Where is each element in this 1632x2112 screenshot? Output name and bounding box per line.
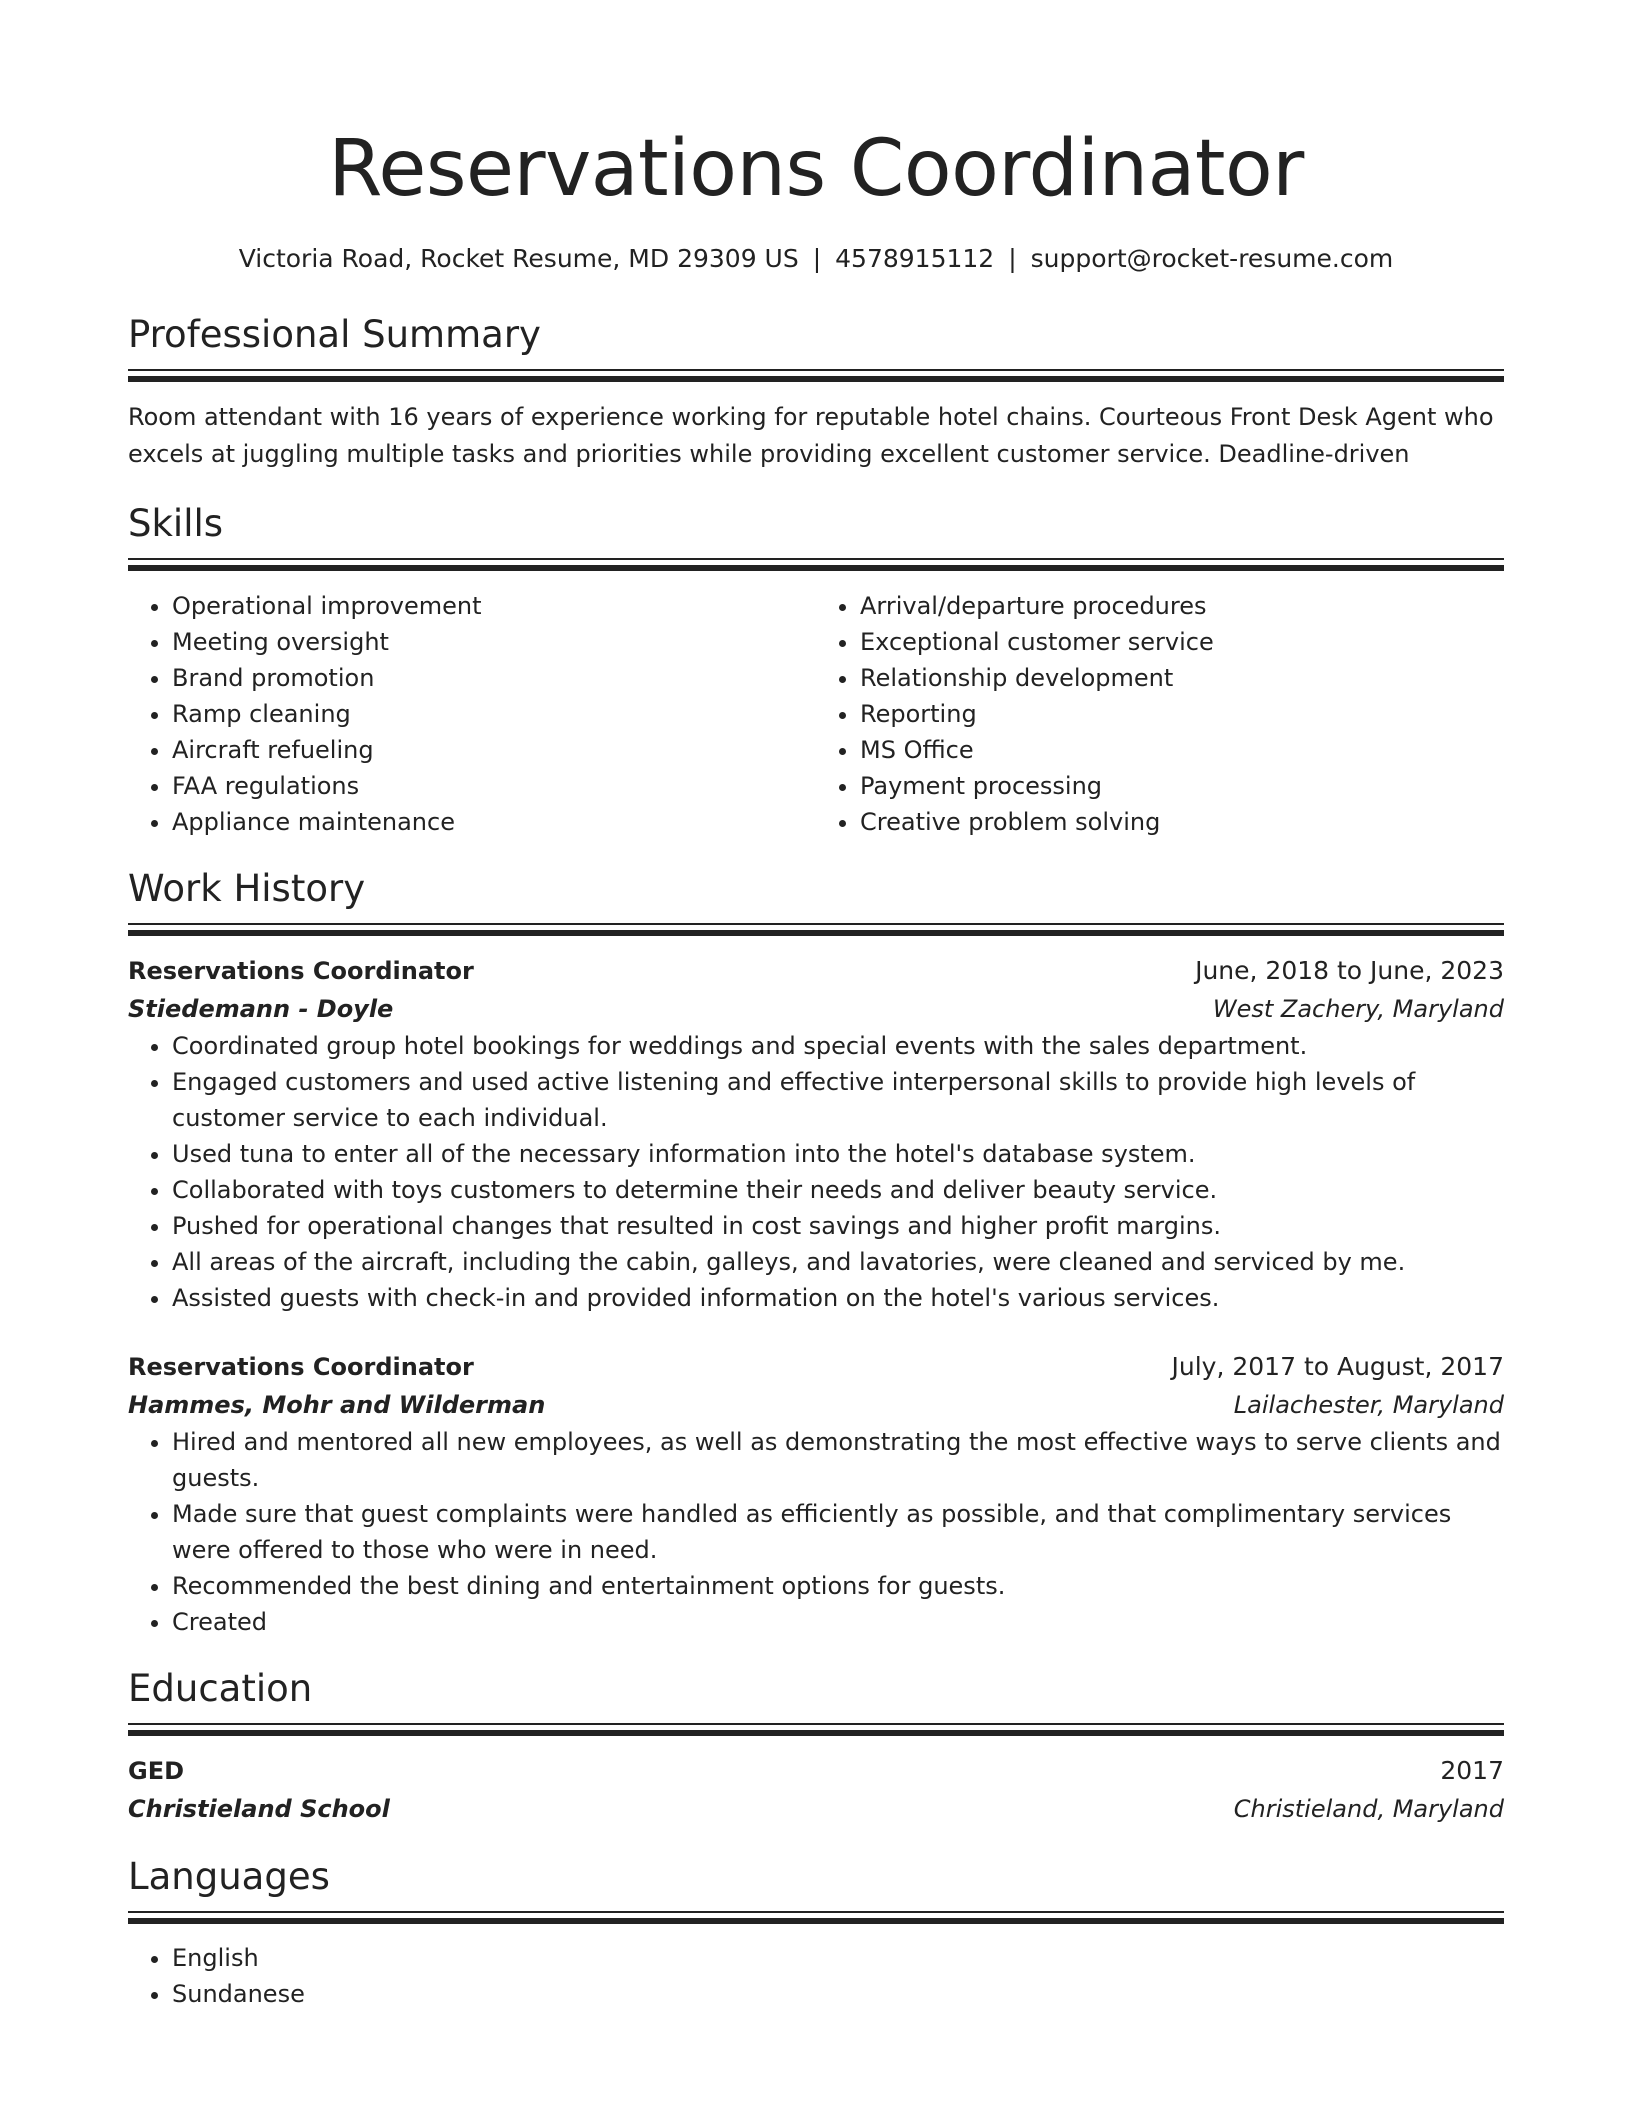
skill-item: • Payment processing — [860, 768, 1504, 804]
summary-text: Room attendant with 16 years of experience working for reputable hotel chains. Courteous Front Desk Agent who excels at juggling multiple tasks and priorities while providing excellent customer service. Deadline-driven — [128, 403, 1494, 468]
job-bullet: • Made sure that guest complaints were handled as efficiently as possible, and that complimentary services were offered to those who were in need. — [172, 1496, 1504, 1568]
skills-column-left — [128, 588, 816, 840]
job-company: Stiedemann - Doyle — [128, 995, 394, 1023]
skill-item: • Arrival/departure procedures — [860, 588, 1504, 624]
job-bullet: • Hired and mentored all new employees, as well as demonstrating the most effective ways to serve clients and guests. — [172, 1424, 1504, 1496]
education-subheader — [128, 1790, 1504, 1828]
job-bullet: • Collaborated with toys customers to determine their needs and deliver beauty service. — [172, 1172, 1504, 1208]
job-entry — [128, 1348, 1504, 1640]
summary-title: Professional Summary — [128, 313, 541, 356]
job-header — [128, 1348, 1504, 1386]
job-subheader — [128, 990, 1504, 1028]
skills-section — [128, 502, 1504, 840]
job-subheader — [128, 1386, 1504, 1424]
job-entry — [128, 952, 1504, 1316]
contact-separator: | — [812, 244, 822, 273]
job-dates: July, 2017 to August, 2017 — [1171, 1352, 1504, 1381]
skills-columns — [128, 588, 1504, 840]
work-history-section — [128, 867, 1504, 1640]
job-bullet: • Assisted guests with check-in and provided information on the hotel's various services. — [172, 1280, 1504, 1316]
skills-title: Skills — [128, 502, 224, 545]
section-divider — [128, 923, 1504, 936]
job-bullet: • Pushed for operational changes that resulted in cost savings and higher profit margins. — [172, 1208, 1504, 1244]
job-bullet: • Coordinated group hotel bookings for weddings and special events with the sales department. — [172, 1028, 1504, 1064]
contact-email: support@rocket-resume.com — [1030, 244, 1394, 273]
contact-separator: | — [1008, 244, 1017, 273]
job-bullet: • All areas of the aircraft, including the cabin, galleys, and lavatories, were cleaned and serviced by me. — [172, 1244, 1504, 1280]
education-school: Christieland School — [128, 1795, 390, 1823]
section-divider — [128, 1911, 1504, 1924]
skill-item: • Reporting — [860, 696, 1504, 732]
education-entry — [128, 1752, 1504, 1828]
education-degree: GED — [128, 1757, 185, 1785]
resume-name: Reservations Coordinator — [328, 124, 1304, 214]
language-item: • Sundanese — [172, 1976, 1504, 2012]
job-bullet: • Used tuna to enter all of the necessary information into the hotel's database system. — [172, 1136, 1504, 1172]
languages-section — [128, 1855, 1504, 2012]
job-bullet: • Engaged customers and used active listening and effective interpersonal skills to provide high levels of customer service to each individual. — [172, 1064, 1504, 1136]
languages-title: Languages — [128, 1855, 330, 1898]
education-section — [128, 1667, 1504, 1828]
skill-item: • Relationship development — [860, 660, 1504, 696]
skill-item: • Appliance maintenance — [172, 804, 816, 840]
languages-list — [128, 1940, 1504, 2012]
job-bullet: • Created — [172, 1604, 1504, 1640]
skill-item: • Exceptional customer service — [860, 624, 1504, 660]
section-divider — [128, 369, 1504, 382]
education-header — [128, 1752, 1504, 1790]
job-bullets — [128, 1424, 1504, 1640]
skill-item: • Meeting oversight — [172, 624, 816, 660]
section-divider — [128, 1723, 1504, 1736]
skill-item: • Operational improvement — [172, 588, 816, 624]
skills-list-right — [816, 588, 1504, 840]
job-location: West Zachery, Maryland — [1212, 995, 1504, 1023]
summary-section — [128, 313, 1504, 473]
job-location: Lailachester, Maryland — [1233, 1391, 1504, 1419]
skills-column-right — [816, 588, 1504, 840]
skill-item: • Ramp cleaning — [172, 696, 816, 732]
contact-address: Victoria Road, Rocket Resume, MD 29309 US — [238, 244, 799, 273]
education-title: Education — [128, 1667, 313, 1710]
skill-item: • Creative problem solving — [860, 804, 1504, 840]
job-title: Reservations Coordinator — [128, 957, 474, 985]
language-item: • English — [172, 1940, 1504, 1976]
skill-item: • MS Office — [860, 732, 1504, 768]
skill-item: • Brand promotion — [172, 660, 816, 696]
job-title: Reservations Coordinator — [128, 1353, 474, 1381]
job-dates: June, 2018 to June, 2023 — [1195, 956, 1504, 985]
skills-list-left — [128, 588, 816, 840]
contact-phone: 4578915112 — [835, 244, 995, 273]
education-year: 2017 — [1440, 1756, 1504, 1785]
work-history-title: Work History — [128, 867, 366, 910]
job-bullet: • Recommended the best dining and entertainment options for guests. — [172, 1568, 1504, 1604]
job-bullets — [128, 1028, 1504, 1316]
job-company: Hammes, Mohr and Wilderman — [128, 1391, 546, 1419]
section-divider — [128, 558, 1504, 571]
skill-item: • FAA regulations — [172, 768, 816, 804]
skill-item: • Aircraft refueling — [172, 732, 816, 768]
education-location: Christieland, Maryland — [1233, 1795, 1504, 1823]
job-header — [128, 952, 1504, 990]
contact-line — [128, 242, 1504, 276]
